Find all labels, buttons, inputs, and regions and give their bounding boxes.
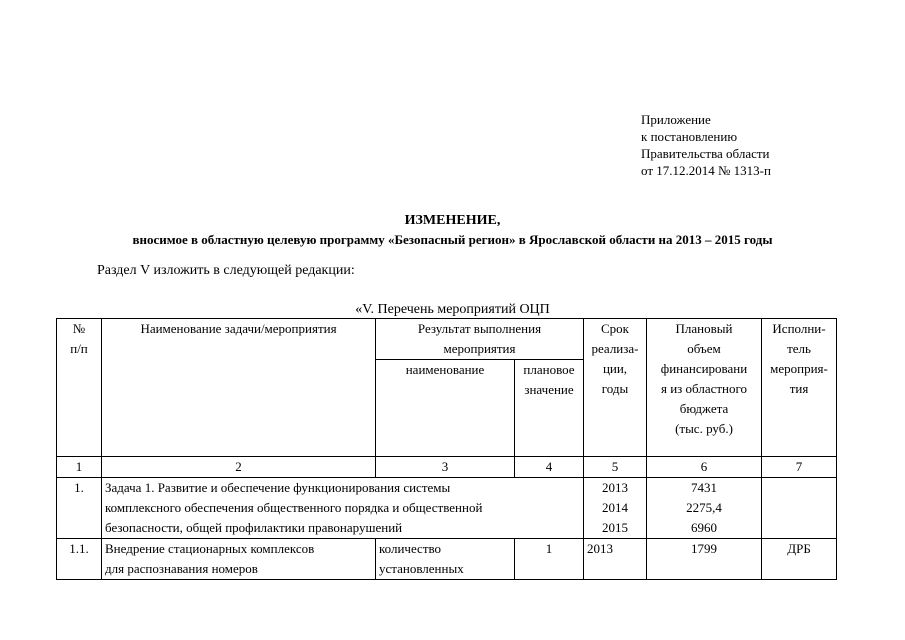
appendix-line: Приложение — [641, 112, 711, 127]
task-year: 2014 — [602, 500, 628, 515]
header-finance-line: я из областного — [660, 381, 748, 396]
header-result-name: наименование — [376, 360, 515, 457]
task-executor — [762, 478, 837, 539]
column-number: 2 — [102, 457, 376, 478]
task-year: 2015 — [602, 520, 628, 535]
item-amount: 1799 — [647, 539, 762, 580]
task-year: 2013 — [602, 480, 628, 495]
header-executor — [762, 319, 837, 457]
appendix-line: Правительства области — [641, 146, 770, 161]
appendix-block — [641, 111, 771, 179]
column-numbers-row — [57, 457, 837, 478]
document-title: ИЗМЕНЕНИЕ, — [404, 213, 501, 228]
measures-table — [56, 318, 837, 580]
header-term-line: реализа- — [591, 341, 639, 356]
table-caption: «V. Перечень мероприятий ОЦП — [355, 302, 550, 317]
header-finance — [647, 319, 762, 457]
header-result-value-line: плановое — [523, 362, 575, 377]
appendix-line: от 17.12.2014 № 1313-п — [641, 163, 771, 178]
header-term-line: Срок — [601, 321, 629, 336]
intro-text: Раздел V изложить в следующей редакции: — [97, 263, 355, 278]
column-number: 4 — [515, 457, 584, 478]
item-name-line: Внедрение стационарных комплексов — [105, 541, 315, 556]
header-result — [376, 319, 584, 360]
item-name — [102, 539, 376, 580]
item-year: 2013 — [584, 539, 647, 580]
column-number: 5 — [584, 457, 647, 478]
header-num-line: № — [72, 321, 86, 336]
measures-table-wrap — [56, 318, 837, 580]
task-years — [584, 478, 647, 539]
task-num: 1. — [57, 478, 102, 539]
appendix-line: к постановлению — [641, 129, 738, 144]
header-term-line: ции, — [602, 361, 628, 376]
item-result — [376, 539, 515, 580]
item-value: 1 — [515, 539, 584, 580]
header-term — [584, 319, 647, 457]
header-executor-line: Исполни- — [772, 321, 826, 336]
header-executor-line: тель — [787, 341, 811, 356]
header-result-line: мероприятия — [443, 341, 516, 356]
header-finance-line: бюджета — [679, 401, 729, 416]
table-row — [57, 539, 837, 580]
column-number: 6 — [647, 457, 762, 478]
table-row — [57, 478, 837, 539]
task-text-line: комплексного обеспечения общественного порядка и общественной — [105, 500, 483, 515]
item-executor: ДРБ — [762, 539, 837, 580]
column-number: 3 — [376, 457, 515, 478]
item-name-line: для распознавания номеров — [105, 561, 258, 576]
item-num: 1.1. — [57, 539, 102, 580]
task-amount: 2275,4 — [686, 500, 722, 515]
header-finance-line: финансировани — [660, 361, 748, 376]
header-num — [57, 319, 102, 457]
header-finance-line: объем — [687, 341, 721, 356]
task-text — [102, 478, 584, 539]
header-num-line: п/п — [70, 341, 88, 356]
item-result-line: количество — [379, 541, 442, 556]
header-term-line: годы — [601, 381, 629, 396]
document-subtitle: вносимое в областную целевую программу «Безопасный регион» в Ярославской области на 2013 – 2015 годы — [132, 232, 773, 247]
task-amounts — [647, 478, 762, 539]
task-text-line: безопасности, общей профилактики правонарушений — [105, 520, 403, 535]
header-result-value-line: значение — [524, 382, 574, 397]
task-text-line: Задача 1. Развитие и обеспечение функционирования системы — [105, 480, 451, 495]
column-number: 1 — [57, 457, 102, 478]
header-name: Наименование задачи/мероприятия — [102, 319, 376, 457]
header-finance-line: Плановый — [675, 321, 733, 336]
header-finance-line: (тыс. руб.) — [675, 421, 733, 436]
header-executor-line: тия — [789, 381, 809, 396]
header-result-value — [515, 360, 584, 457]
header-executor-line: мероприя- — [770, 361, 828, 376]
task-amount: 7431 — [691, 480, 717, 495]
item-result-line: установленных — [379, 561, 464, 576]
header-result-line: Результат выполнения — [417, 321, 542, 336]
task-amount: 6960 — [691, 520, 717, 535]
column-number: 7 — [762, 457, 837, 478]
